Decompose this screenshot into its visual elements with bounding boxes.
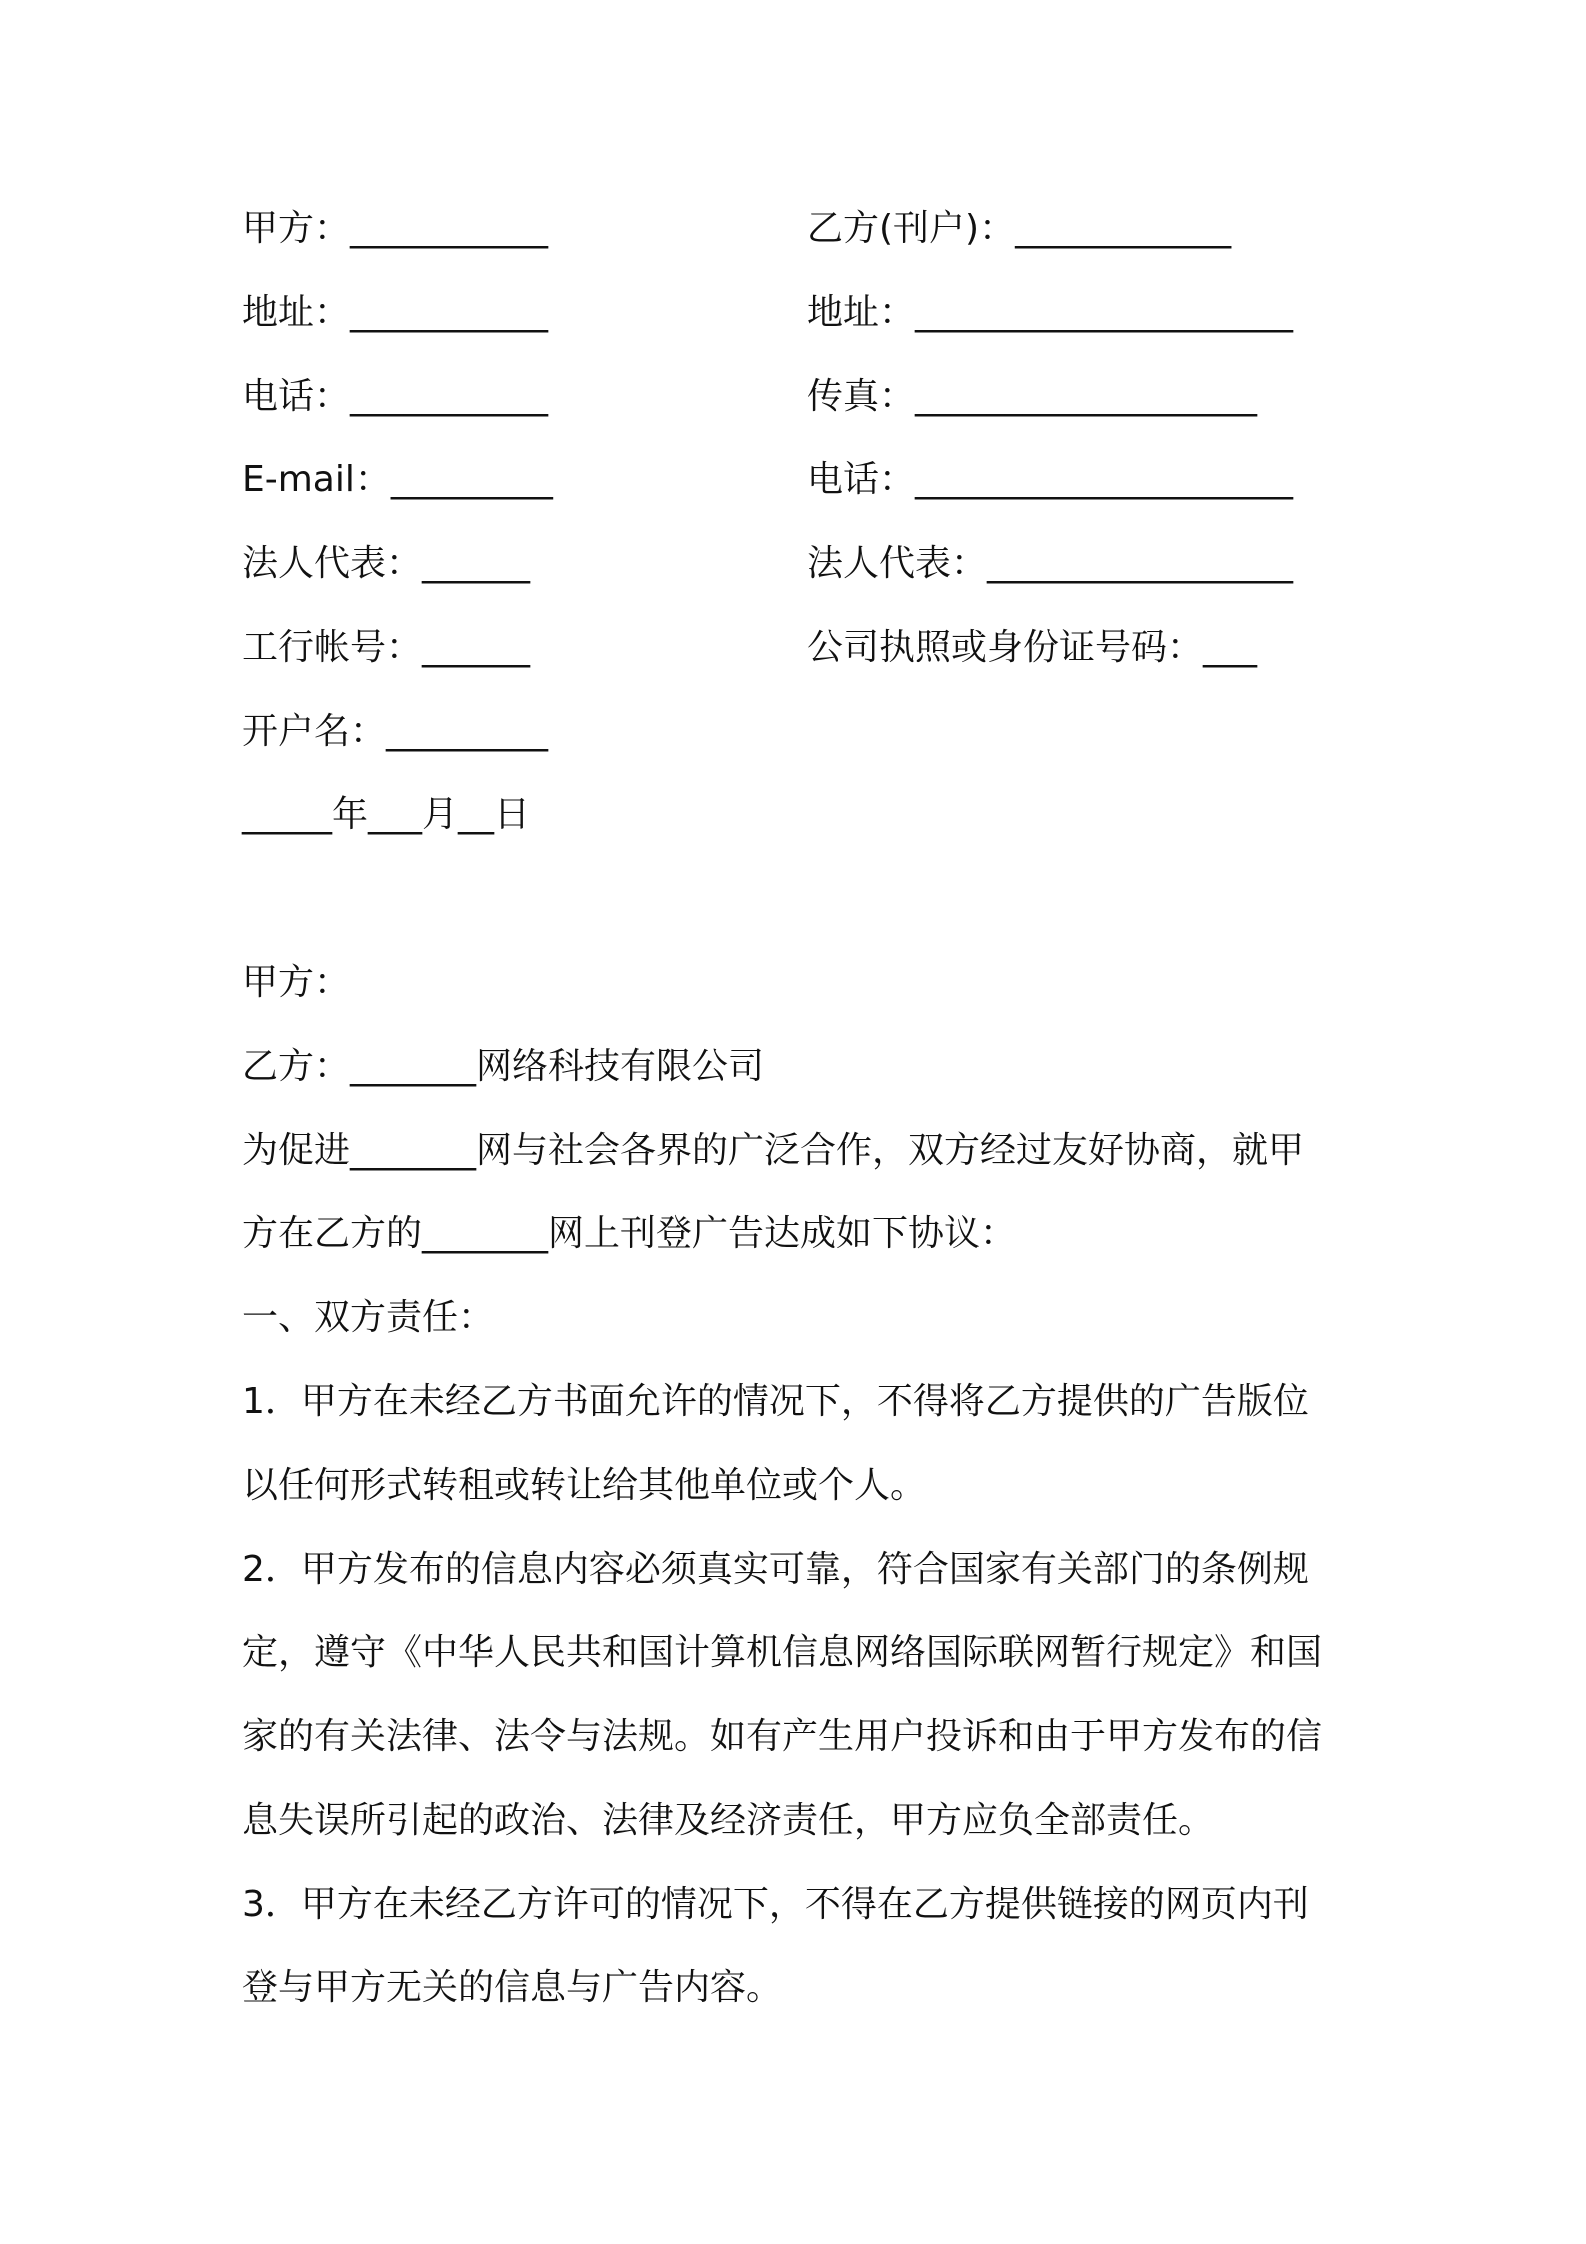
party-a-address-field: 地址：___________ xyxy=(242,292,549,333)
clause-1-line-1: 1．甲方在未经乙方书面允许的情况下，不得将乙方提供的广告版位 xyxy=(242,1381,1309,1422)
clause-3-line-1: 3．甲方在未经乙方许可的情况下，不得在乙方提供链接的网页内刊 xyxy=(242,1884,1309,1925)
clause-2-line-2: 定，遵守《中华人民共和国计算机信息网络国际联网暂行规定》和国 xyxy=(242,1632,1323,1673)
party-b-address-field: 地址：_____________________ xyxy=(807,292,1294,333)
party-a-phone-field: 电话：___________ xyxy=(242,376,549,417)
clause-3-line-2: 登与甲方无关的信息与广告内容。 xyxy=(242,1967,783,2008)
intro-line-2: 方在乙方的_______网上刊登广告达成如下协议： xyxy=(242,1213,1017,1254)
section-1-title: 一、双方责任： xyxy=(242,1297,495,1338)
party-b-fax-field: 传真：___________________ xyxy=(807,376,1258,417)
party-a-email-field: E-mail：_________ xyxy=(242,459,553,500)
party-a-name-field: 甲方：___________ xyxy=(242,208,549,249)
date-field: _____年___月__日 xyxy=(242,794,531,835)
party-b-legal-rep-field: 法人代表：_________________ xyxy=(807,543,1294,584)
clause-2-line-3: 家的有关法律、法令与法规。如有产生用户投诉和由于甲方发布的信 xyxy=(242,1716,1323,1757)
clause-2-line-1: 2．甲方发布的信息内容必须真实可靠，符合国家有关部门的条例规 xyxy=(242,1549,1309,1590)
party-b-license-id-field: 公司执照或身份证号码：___ xyxy=(807,627,1258,668)
clause-1-line-2: 以任何形式转租或转让给其他单位或个人。 xyxy=(242,1465,927,1506)
clause-2-line-4: 息失误所引起的政治、法律及经济责任，甲方应负全部责任。 xyxy=(242,1800,1215,1841)
intro-line-1: 为促进_______网与社会各界的广泛合作，双方经过友好协商，就甲 xyxy=(242,1130,1305,1171)
party-a-account-name-field: 开户名：_________ xyxy=(242,711,549,752)
party-b-line: 乙方：_______网络科技有限公司 xyxy=(242,1046,765,1087)
party-a-legal-rep-field: 法人代表：______ xyxy=(242,543,531,584)
party-b-name-field: 乙方(刊户)：____________ xyxy=(807,208,1232,249)
party-a-line: 甲方： xyxy=(242,962,351,1003)
party-b-phone-field: 电话：_____________________ xyxy=(807,459,1294,500)
party-a-bank-account-field: 工行帐号：______ xyxy=(242,627,531,668)
